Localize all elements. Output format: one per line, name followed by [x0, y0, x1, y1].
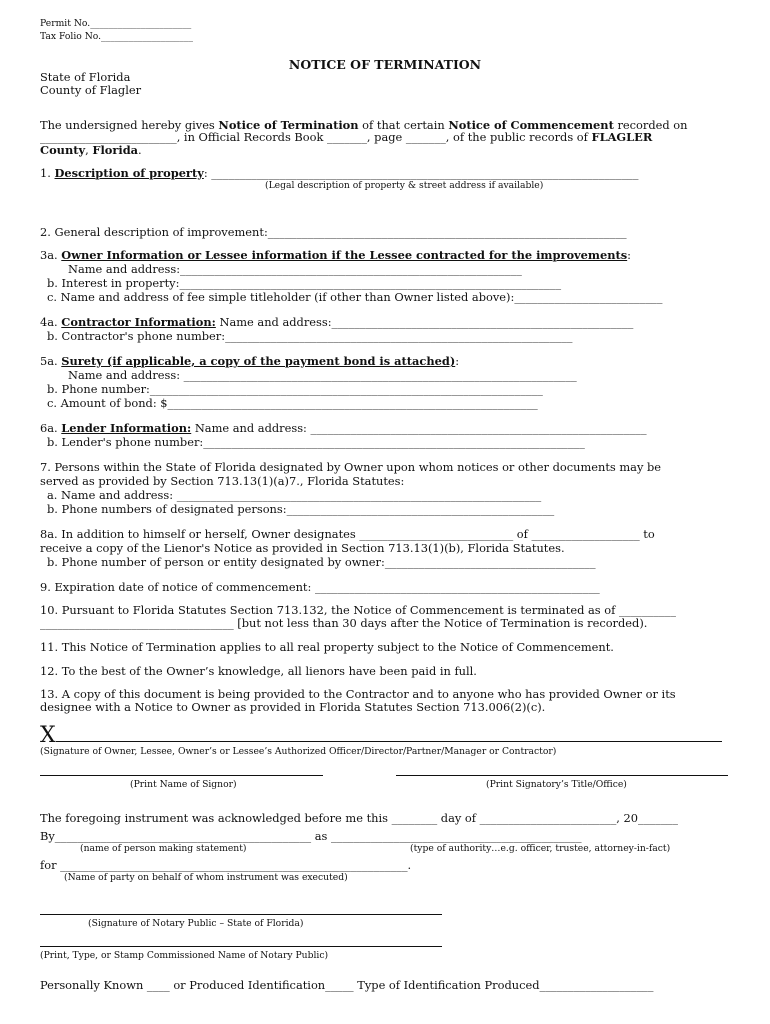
item-10-line-2: __________________________________ [but not less than 30 days after the Notice of Termination is recorded). — [40, 616, 648, 630]
owner-signature-caption: (Signature of Owner, Lessee, Owner’s or Lessee’s Authorized Officer/Director/Partner/Manager or Contractor) — [40, 746, 557, 757]
item-12: 12. To the best of the Owner’s knowledge, all lienors have been paid in full. — [40, 664, 477, 678]
print-name-caption: (Print Name of Signor) — [130, 779, 237, 790]
intro-line-1: The undersigned hereby gives Notice of Termination of that certain Notice of Commencement recorded on — [40, 118, 688, 132]
item-8b-phone: b. Phone number of person or entity designated by owner:_____________________________________ — [47, 555, 596, 569]
item-7b-phone: b. Phone numbers of designated persons:_______________________________________________ — [47, 502, 555, 516]
item-8a-line-1: 8a. In addition to himself or herself, Owner designates ___________________________ of ___________________ to — [40, 527, 655, 541]
notary-signature-caption: (Signature of Notary Public – State of Florida) — [88, 918, 304, 929]
for-line: for _____________________________________________________________. — [40, 858, 412, 872]
permit-no: Permit No.______________________ — [40, 18, 192, 29]
intro-line-3: County, Florida. — [40, 143, 142, 157]
page-title: NOTICE OF TERMINATION — [288, 57, 482, 72]
item-3c-titleholder: c. Name and address of fee simple titleholder (if other than Owner listed above):__________________________ — [47, 290, 663, 304]
item-3a-owner: 3a. Owner Information or Lessee information if the Lessee contracted for the improvements: — [40, 248, 632, 262]
identification-line: Personally Known ____ or Produced Identification_____ Type of Identification Produced____________________ — [40, 978, 654, 992]
tax-folio-no: Tax Folio No.____________________ — [40, 31, 193, 42]
item-2-improvement: 2. General description of improvement:_______________________________________________________________ — [40, 225, 627, 239]
item-13-line-2: designee with a Notice to Owner as provided in Florida Statutes Section 713.006(2)(c). — [40, 700, 546, 714]
for-caption: (Name of party on behalf of whom instrument was executed) — [64, 872, 348, 883]
print-title-line[interactable] — [396, 775, 728, 776]
item-5a-name: Name and address: _____________________________________________________________________ — [68, 368, 577, 382]
item-3a-name: Name and address:____________________________________________________________ — [68, 262, 522, 276]
notary-signature-line[interactable] — [40, 914, 442, 915]
item-3b-interest: b. Interest in property:___________________________________________________________________ — [47, 276, 562, 290]
as-caption: (type of authority…e.g. officer, trustee, attorney-in-fact) — [410, 843, 671, 854]
county-line: County of Flagler — [40, 83, 142, 97]
by-caption: (name of person making statement) — [80, 843, 247, 854]
print-title-caption: (Print Signatory’s Title/Office) — [486, 779, 627, 790]
acknowledgment-line: The foregoing instrument was acknowledged before me this ________ day of ________________________, 20_______ — [40, 811, 678, 825]
item-6a-lender: 6a. Lender Information: Name and address: ___________________________________________________________ — [40, 421, 647, 435]
item-1-description: 1. Description of property: ___________________________________________________________________________ — [40, 166, 639, 180]
owner-signature-line[interactable] — [56, 741, 722, 742]
print-name-line[interactable] — [40, 775, 323, 776]
item-8a-line-2: receive a copy of the Lienor's Notice as provided in Section 713.13(1)(b), Florida Statutes. — [40, 541, 565, 555]
item-6b-phone: b. Lender's phone number:___________________________________________________________________ — [47, 435, 585, 449]
item-7a-name: a. Name and address: ________________________________________________________________ — [47, 488, 542, 502]
item-4b-phone: b. Contractor's phone number:_____________________________________________________________ — [47, 329, 573, 343]
item-9-expiration: 9. Expiration date of notice of commencement: __________________________________________________ — [40, 580, 600, 594]
item-5a-surety: 5a. Surety (if applicable, a copy of the payment bond is attached): — [40, 354, 460, 368]
notary-name-line[interactable] — [40, 946, 442, 947]
item-13-line-1: 13. A copy of this document is being provided to the Contractor and to anyone who has provided Owner or its — [40, 687, 676, 701]
item-5c-bond: c. Amount of bond: $_________________________________________________________________ — [47, 396, 538, 410]
item-7-line-2: served as provided by Section 713.13(1)(a)7., Florida Statutes: — [40, 474, 405, 488]
item-7-line-1: 7. Persons within the State of Florida designated by Owner upon whom notices or other documents may be — [40, 460, 662, 474]
notary-name-caption: (Print, Type, or Stamp Commissioned Name of Notary Public) — [40, 950, 329, 961]
by-as-line: By_____________________________________________ as ____________________________________________ — [40, 829, 582, 843]
item-4a-contractor: 4a. Contractor Information: Name and address:_____________________________________________________ — [40, 315, 634, 329]
intro-line-2: ________________________, in Official Records Book _______, page _______, of the public records of FLAGLER — [40, 130, 653, 144]
item-1-caption: (Legal description of property & street address if available) — [265, 180, 544, 191]
item-11: 11. This Notice of Termination applies to all real property subject to the Notice of Commencement. — [40, 640, 614, 654]
item-10-line-1: 10. Pursuant to Florida Statutes Section 713.132, the Notice of Commencement is terminated as of __________ — [40, 603, 676, 617]
signature-x-mark: X — [40, 723, 56, 748]
item-5b-phone: b. Phone number:_____________________________________________________________________ — [47, 382, 543, 396]
state-line: State of Florida — [40, 70, 131, 84]
